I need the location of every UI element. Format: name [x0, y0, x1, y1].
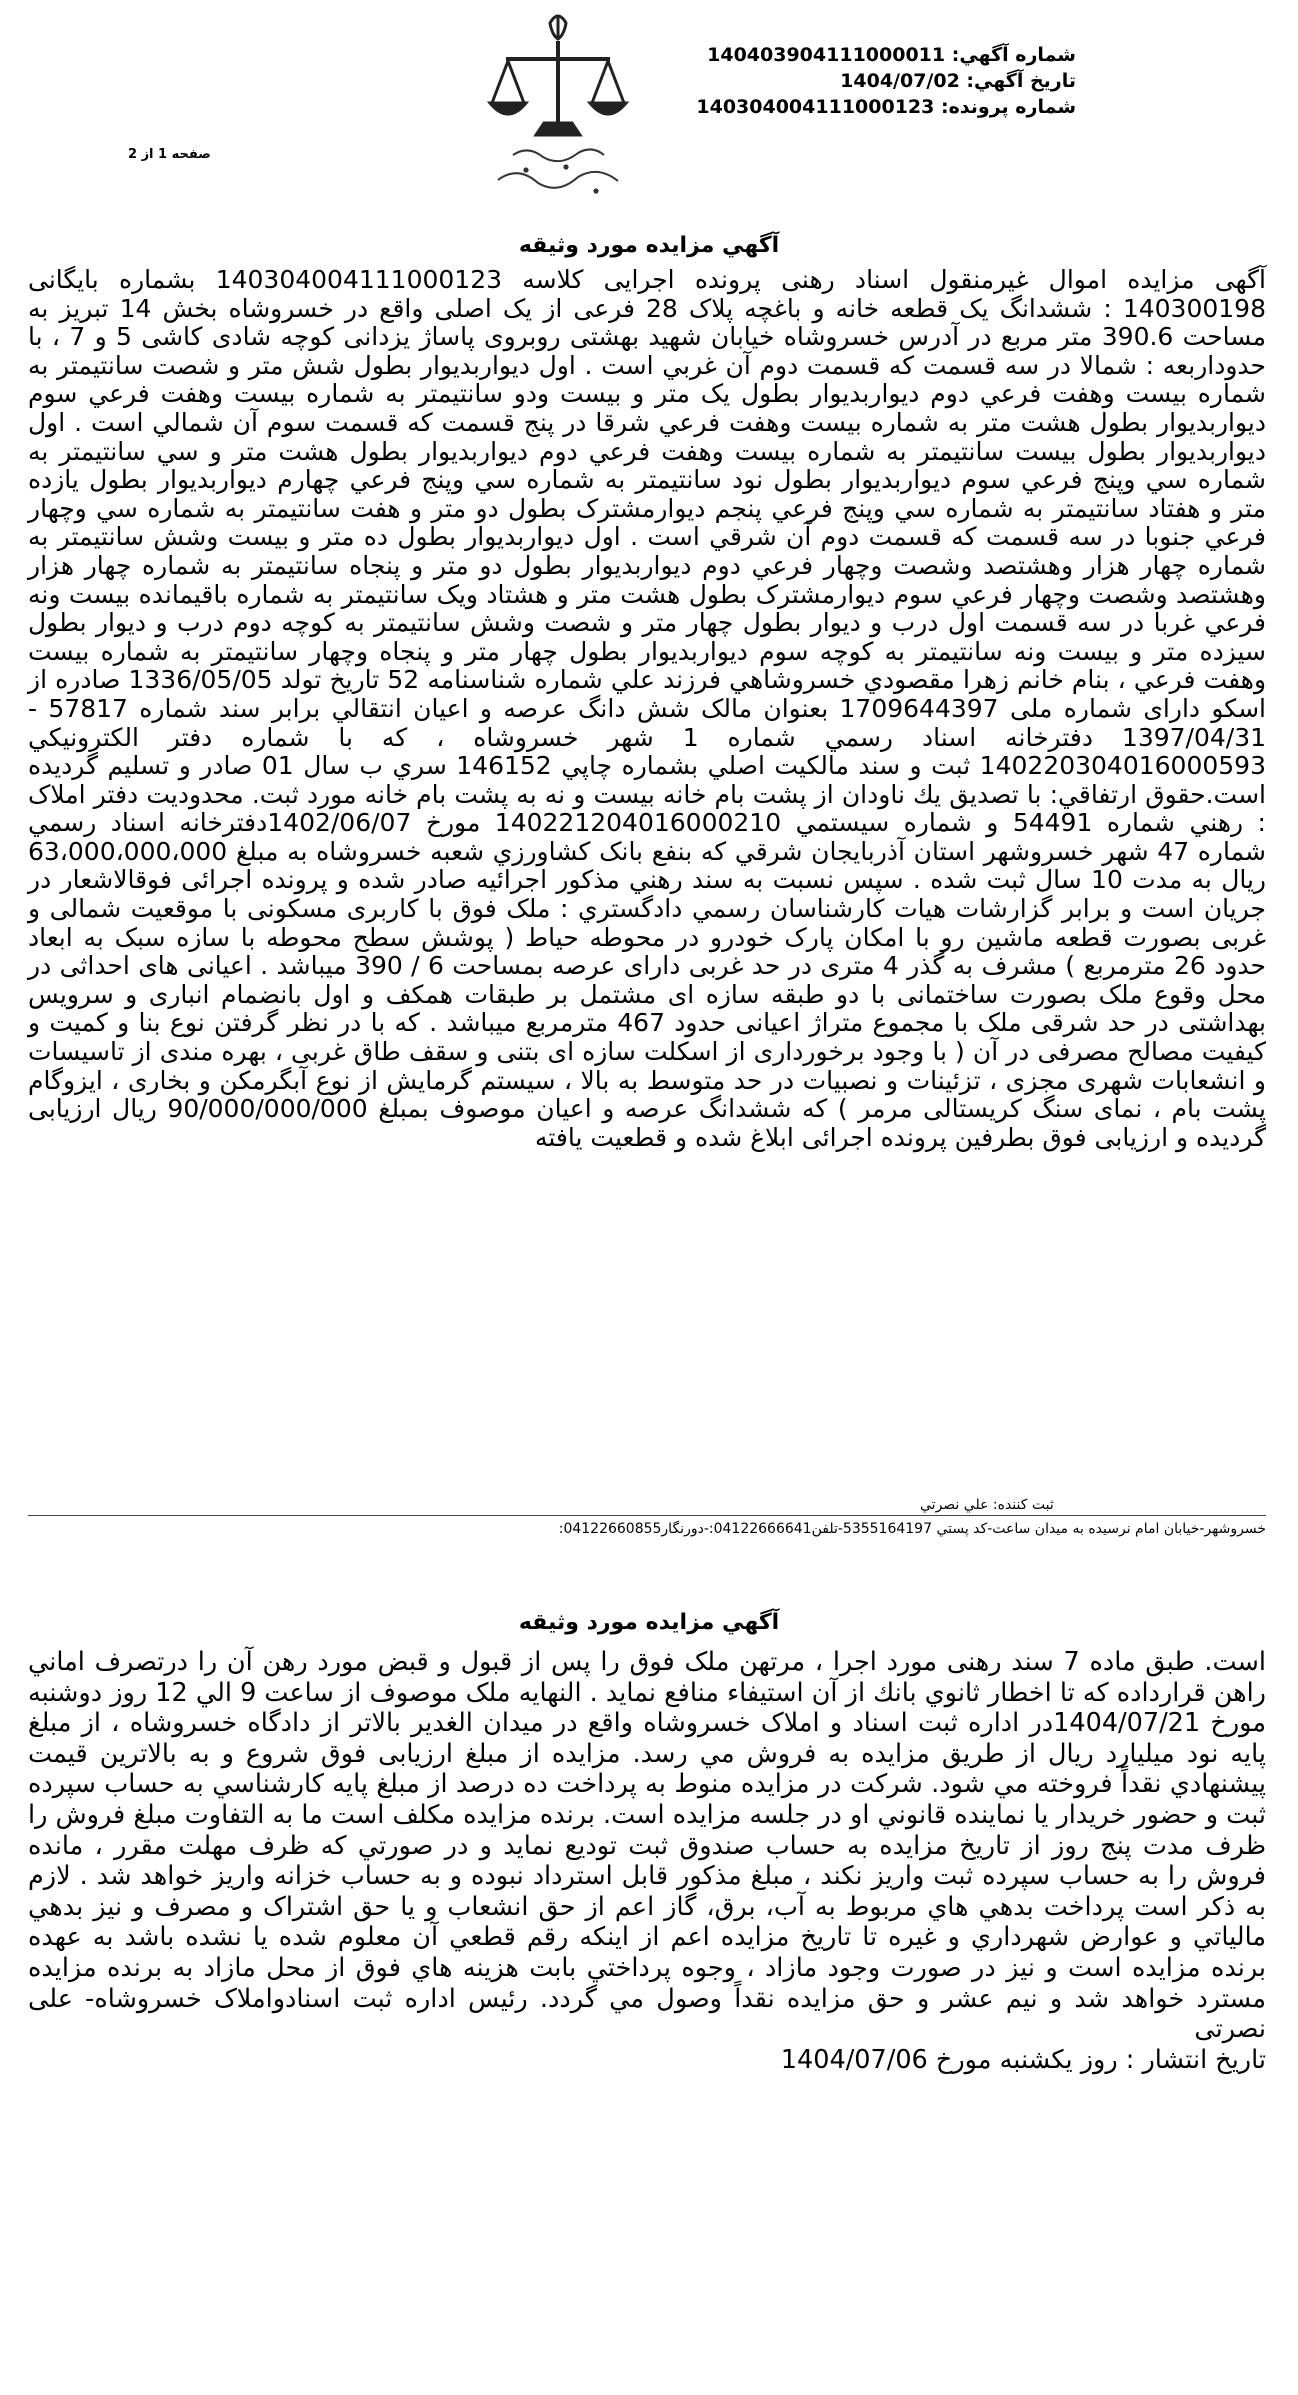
notice-number-row — [696, 42, 1076, 68]
registrar-line — [920, 1497, 1054, 1513]
page-indicator: صفحه 1 از 2 — [128, 147, 211, 162]
case-number-label: شماره پرونده: — [940, 96, 1076, 118]
section2-title: آگهي مزايده مورد وثيقه — [518, 1610, 780, 1635]
registrar-name: علي نصرتي — [920, 1497, 989, 1513]
notice-number: 140403904111000011 — [707, 44, 946, 66]
notice-meta — [696, 42, 1076, 120]
section2-text: است. طبق ماده 7 سند رهنی مورد اجرا ، مرتهن ملک فوق را پس از قبول و قبض مورد رهن آن را درتصرف اماني راهن قرارداده که تا اخطار ثانوي بانك از آن استيفاء منافع نمايد . النهايه ملک موصوف از ساعت 9 الي 12 روز دوشنبه مورخ 1404/07/21در اداره ثبت اسناد و املاک خسروشاه واقع در ميدان الغدير بالاتر از دادگاه خسروشاه ، از مبلغ پايه نود ميليارد ريال از طريق مزايده به فروش مي رسد. مزايده از مبلغ ارزيابی فوق شروع و به بالاترين قيمت پيشنهادي نقداً فروخته مي شود. شرکت در مزايده منوط به پرداخت ده درصد از مبلغ پايه کارشناسي به حساب سپرده ثبت و حضور خريدار يا نماينده قانوني او در جلسه مزايده است. برنده مزايده مکلف است ما به التفاوت مبلغ فروش را ظرف مدت پنج روز از تاريخ مزايده به حساب صندوق ثبت توديع نمايد و در صورتي که ظرف مهلت مقرر ، مانده فروش را به حساب سپرده ثبت واريز نکند ، مبلغ مذکور قابل استرداد نبوده و به حساب خزانه واريز خواهد شد . لازم به ذکر است پرداخت بدهي هاي مربوط به آب، برق، گاز اعم از حق انشعاب و يا حق اشتراک و مصرف و نيز بدهي مالياتي و عوارض شهرداري و غيره تا تاريخ مزايده اعم از اينکه رقم قطعي آن معلوم شده يا نشده باشد به عهده برنده مزايده است و نيز در صورت وجود مازاد ، وجوه پرداختي بابت هزينه هاي فوق از محل مازاد به برنده مزايده مسترد خواهد شد و نيم عشر و حق مزايده نقداً وصول مي گردد. رئيس اداره ثبت اسنادواملاک خسروشاه- علی نصرتی — [28, 1647, 1266, 2045]
section1-body: آگهی مزایده اموال غیرمنقول اسناد رهنی پرونده اجرایی کلاسه 140304004111000123 بشماره بایگانی 140300198 : ششدانگ یک قطعه خانه و باغچه پلاک 28 فرعی از یک اصلی واقع در خسروشاه بخش 14 تبریز به مساحت 390.6 متر مربع در آدرس خسروشاه خیابان شهید بهشتی روبروی پاساژ یزدانی کوچه شادی کاشی 5 و 7 ، با حدوداربعه : شمالا در سه قسمت که قسمت دوم آن غربي است . اول ديواربديوار بطول شش متر و شصت سانتيمتر به شماره بيست وهفت فرعي دوم ديواربديوار بطول يک متر و بيست ودو سانتيمتر به شماره بيست وهفت فرعي سوم ديواربديوار بطول هشت متر به شماره بيست وهفت فرعي شرقا در پنج قسمت که قسمت سوم آن شمالي است . اول ديواربديوار بطول بيست سانتيمتر به شماره بيست وهفت فرعي دوم ديواربديوار بطول هشت متر و سي سانتيمتر به شماره سي وپنج فرعي سوم ديواربديوار بطول نود سانتيمتر به شماره سي وپنج فرعي چهارم ديواربديوار بطول يازده متر و هفتاد سانتيمتر به شماره سي وپنج فرعي پنجم ديوارمشترک بطول دو متر و هفت سانتيمتر به شماره سي وچهار فرعي جنوبا در سه قسمت که قسمت دوم آن شرقي است . اول ديواربديوار بطول ده متر و بيست وشش سانتيمتر به شماره چهار هزار وهشتصد وشصت وچهار فرعي دوم ديواربديوار بطول دو متر و پنجاه سانتيمتر به شماره چهار هزار وهشتصد وشصت وچهار فرعي سوم ديوارمشترک بطول هشت متر و هشتاد ويک سانتيمتر به شماره باقيمانده بيست ونه فرعي غربا در سه قسمت اول درب و ديوار بطول چهار متر و شصت وشش سانتيمتر به کوچه دوم درب و ديوار بطول سيزده متر و بيست ونه سانتيمتر به کوچه سوم ديواربديوار بطول چهار متر و پنجاه وچهار سانتيمتر به شماره بيست وهفت فرعي ، بنام خانم زهرا مقصودي خسروشاهي فرزند علي شماره شناسنامه 52 تاريخ تولد 1336/05/05 صادره از اسکو دارای شماره ملی 1709644397 بعنوان مالک شش دانگ عرصه و اعيان انتقالي برابر سند شماره 57817 - 1397/04/31 دفترخانه اسناد رسمي شماره 1 شهر خسروشاه ، که با شماره دفتر الکترونيکي 140220304016000593 ثبت و سند مالکيت اصلي بشماره چاپي 146152 سري ب سال 01 صادر و تسليم گرديده است.حقوق ارتفاقي: با تصديق يك ناودان از پشت بام خانه بيست و نه به پشت بام خانه مورد ثبت. محدوديت دفتر املاک : رهني شماره 54491 و شماره سيستمي 140221204016000210 مورخ 1402/06/07دفترخانه اسناد رسمي شماره 47 شهر خسروشهر استان آذربايجان شرقي که بنفع بانک کشاورزي شعبه خسروشاه به مبلغ 63،000،000،000 ريال به مدت 10 سال ثبت شده . سپس نسبت به سند رهني مذکور اجرائيه صادر شده و پرونده اجرائی فوقالاشعار در جريان است و برابر گزارشات هيات کارشناسان رسمي دادگستري : ملک فوق با کاربری مسکونی با موقعیت شمالی و غربی بصورت قطعه ماشین رو با امکان پارک خودرو در محوطه حیاط ( پوشش سطح محوطه با سازه سبک به ابعاد حدود 26 مترمربع ) مشرف به گذر 4 متری در حد غربی دارای عرصه بمساحت 6 / 390 میباشد . اعیانی های احداثی در محل وقوع ملک بصورت ساختمانی با دو طبقه سازه ای مشتمل بر طبقات همکف و اول بانضمام انباری و سرویس بهداشتی در حد شرقی ملک با مجموع متراژ اعیانی حدود 467 مترمربع میباشد . که با در نظر گرفتن نوع بنا و کمیت و کیفیت مصالح مصرفی در آن ( با وجود برخورداری از اسکلت سازه ای بتنی و سقف طاق غربی ، بهره مندی از تاسیسات و انشعابات شهری مجزی ، تزئینات و نصبیات در حد متوسط به بالا ، سیستم گرمایش از نوع آبگرمکن و بخاری ، ایزوگام پشت بام ، نمای سنگ کریستالی مرمر ) که ششدانگ عرصه و اعیان موصوف بمبلغ 90/000/000/000 ريال ارزيابی گرديده و ارزيابی فوق بطرفين پرونده اجرائی ابلاغ شده و قطعيت يافته — [28, 265, 1267, 1152]
divider — [28, 1515, 1266, 1516]
notice-date-row — [696, 68, 1076, 94]
case-number: 140304004111000123 — [696, 96, 935, 118]
notice-number-label: شماره آگهي: — [951, 44, 1076, 66]
scales-of-justice-icon — [468, 5, 648, 205]
section2-body — [28, 1647, 1266, 2075]
office-address: خسروشهر-خيابان امام نرسيده به ميدان ساعت-کد پستي 5355164197-تلفن04122666641:-دورنگار04122660855: — [558, 1521, 1266, 1537]
publish-date-line: تاريخ انتشار : روز يکشنبه مورخ 1404/07/06 — [780, 2044, 1266, 2075]
notice-date-label: تاريخ آگهي: — [966, 70, 1076, 92]
case-number-row — [696, 94, 1076, 120]
registrar-label: ثبت کننده: — [992, 1497, 1054, 1513]
judiciary-emblem — [468, 5, 648, 205]
section1-title: آگهي مزايده مورد وثيقه — [518, 233, 780, 258]
notice-date: 1404/07/02 — [840, 70, 960, 92]
